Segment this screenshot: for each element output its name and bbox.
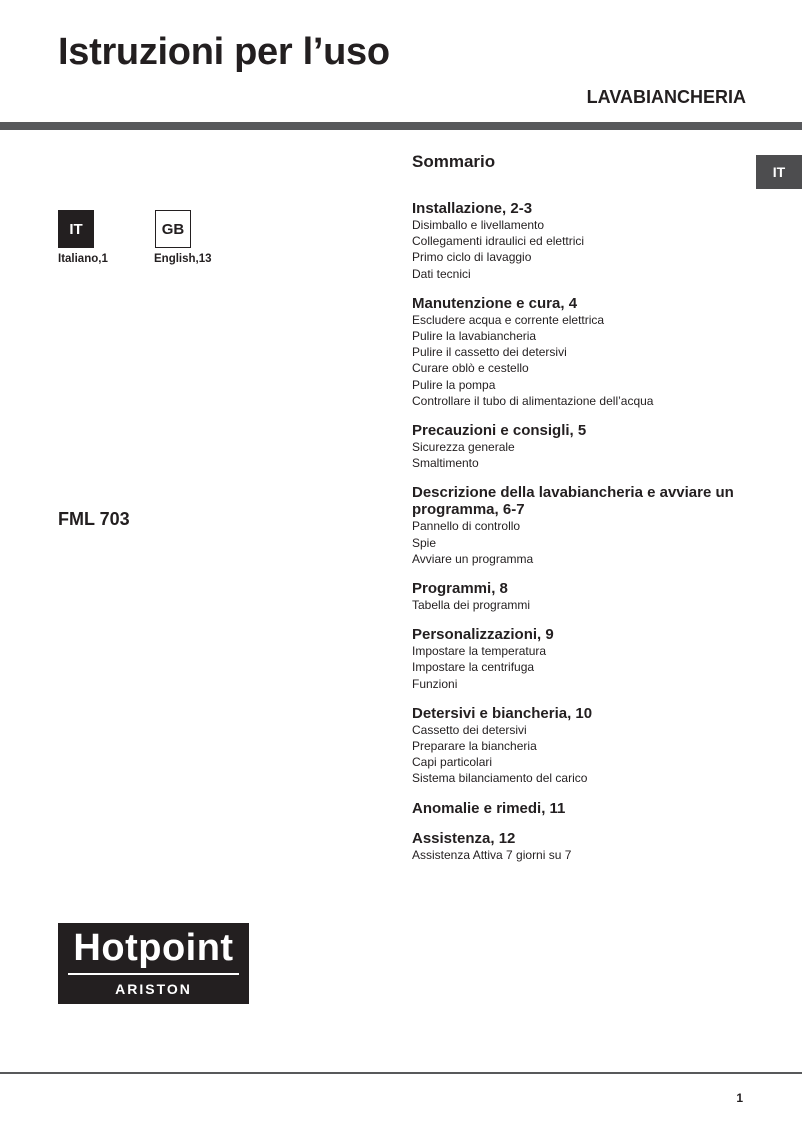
toc-section (412, 705, 742, 787)
toc-section-title[interactable]: Personalizzazioni, 9 (412, 626, 554, 644)
brand-logo (58, 923, 249, 1004)
logo-brand-text: Hotpoint (73, 927, 234, 969)
toc-section-item: Spie (412, 535, 437, 550)
toc-section-item: Avviare un programma (412, 551, 534, 566)
toc-section-item: Pulire la pompa (412, 377, 496, 392)
document-subtitle: LAVABIANCHERIA (586, 87, 746, 107)
language-side-tab[interactable]: IT (756, 155, 802, 189)
page-title: Istruzioni per l’uso (58, 31, 390, 73)
toc-section-title[interactable]: Precauzioni e consigli, 5 (412, 422, 587, 440)
toc-section-item: Sicurezza generale (412, 440, 515, 455)
toc-section (412, 200, 742, 282)
footer-divider (0, 1072, 802, 1074)
toc-section-title[interactable]: Programmi, 8 (412, 580, 508, 598)
logo-sub-text: ARISTON (115, 981, 192, 997)
toc-section-title[interactable]: Installazione, 2-3 (412, 200, 533, 217)
toc-section-title[interactable]: Assistenza, 12 (412, 829, 516, 847)
toc-section-item: Cassetto dei detersivi (412, 722, 527, 737)
page-number: 1 (736, 1091, 743, 1105)
toc-section-item: Primo ciclo di lavaggio (412, 250, 532, 265)
toc-section-item: Dati tecnici (412, 266, 471, 281)
toc-section-item: Impostare la centrifuga (412, 660, 535, 675)
toc-section-title[interactable]: Detersivi e biancheria, 10 (412, 704, 593, 722)
toc-section-title[interactable]: Manutenzione e cura, 4 (412, 294, 578, 312)
toc-section (412, 800, 742, 817)
model-number: FML 703 (58, 509, 130, 529)
toc-section-title[interactable]: Descrizione della lavabiancheria e avviare un programma, 6-7 (412, 484, 734, 519)
toc-section-item: Capi particolari (412, 755, 493, 770)
toc-section-item: Assistenza Attiva 7 giorni su 7 (412, 847, 572, 862)
logo-divider (68, 973, 239, 975)
toc-section (412, 830, 742, 863)
language-gb-box[interactable]: GB (155, 210, 191, 248)
toc-section (412, 295, 742, 409)
toc-section-item: Preparare la biancheria (412, 739, 537, 754)
language-it-caption: Italiano,1 (58, 253, 108, 265)
toc-section (412, 422, 742, 471)
toc-section (412, 484, 742, 567)
toc-section-item: Escludere acqua e corrente elettrica (412, 312, 605, 327)
toc-section-item: Pulire la lavabiancheria (412, 329, 537, 344)
toc-section-item: Collegamenti idraulici ed elettrici (412, 234, 585, 249)
toc-section-item: Disimballo e livellamento (412, 218, 545, 232)
toc-heading: Sommario (412, 152, 496, 171)
toc-section-item: Sistema bilanciamento del carico (412, 771, 588, 786)
header-divider (0, 122, 802, 130)
toc-section-item: Smaltimento (412, 456, 479, 471)
toc-section-title[interactable]: Anomalie e rimedi, 11 (412, 799, 566, 817)
language-gb-caption: English,13 (154, 253, 212, 265)
toc-sections (412, 200, 742, 863)
table-of-contents (412, 151, 742, 876)
toc-section-item: Pannello di controllo (412, 519, 521, 534)
toc-section-item: Curare oblò e cestello (412, 361, 529, 376)
language-it-box[interactable]: IT (58, 210, 94, 248)
toc-section-item: Pulire il cassetto dei detersivi (412, 345, 567, 360)
toc-section-item: Tabella dei programmi (412, 598, 531, 613)
toc-section-item: Impostare la temperatura (412, 644, 547, 659)
toc-section (412, 580, 742, 613)
toc-section-item: Controllare il tubo di alimentazione dell’acqua (412, 393, 654, 408)
toc-section (412, 626, 742, 692)
toc-section-item: Funzioni (412, 676, 458, 691)
